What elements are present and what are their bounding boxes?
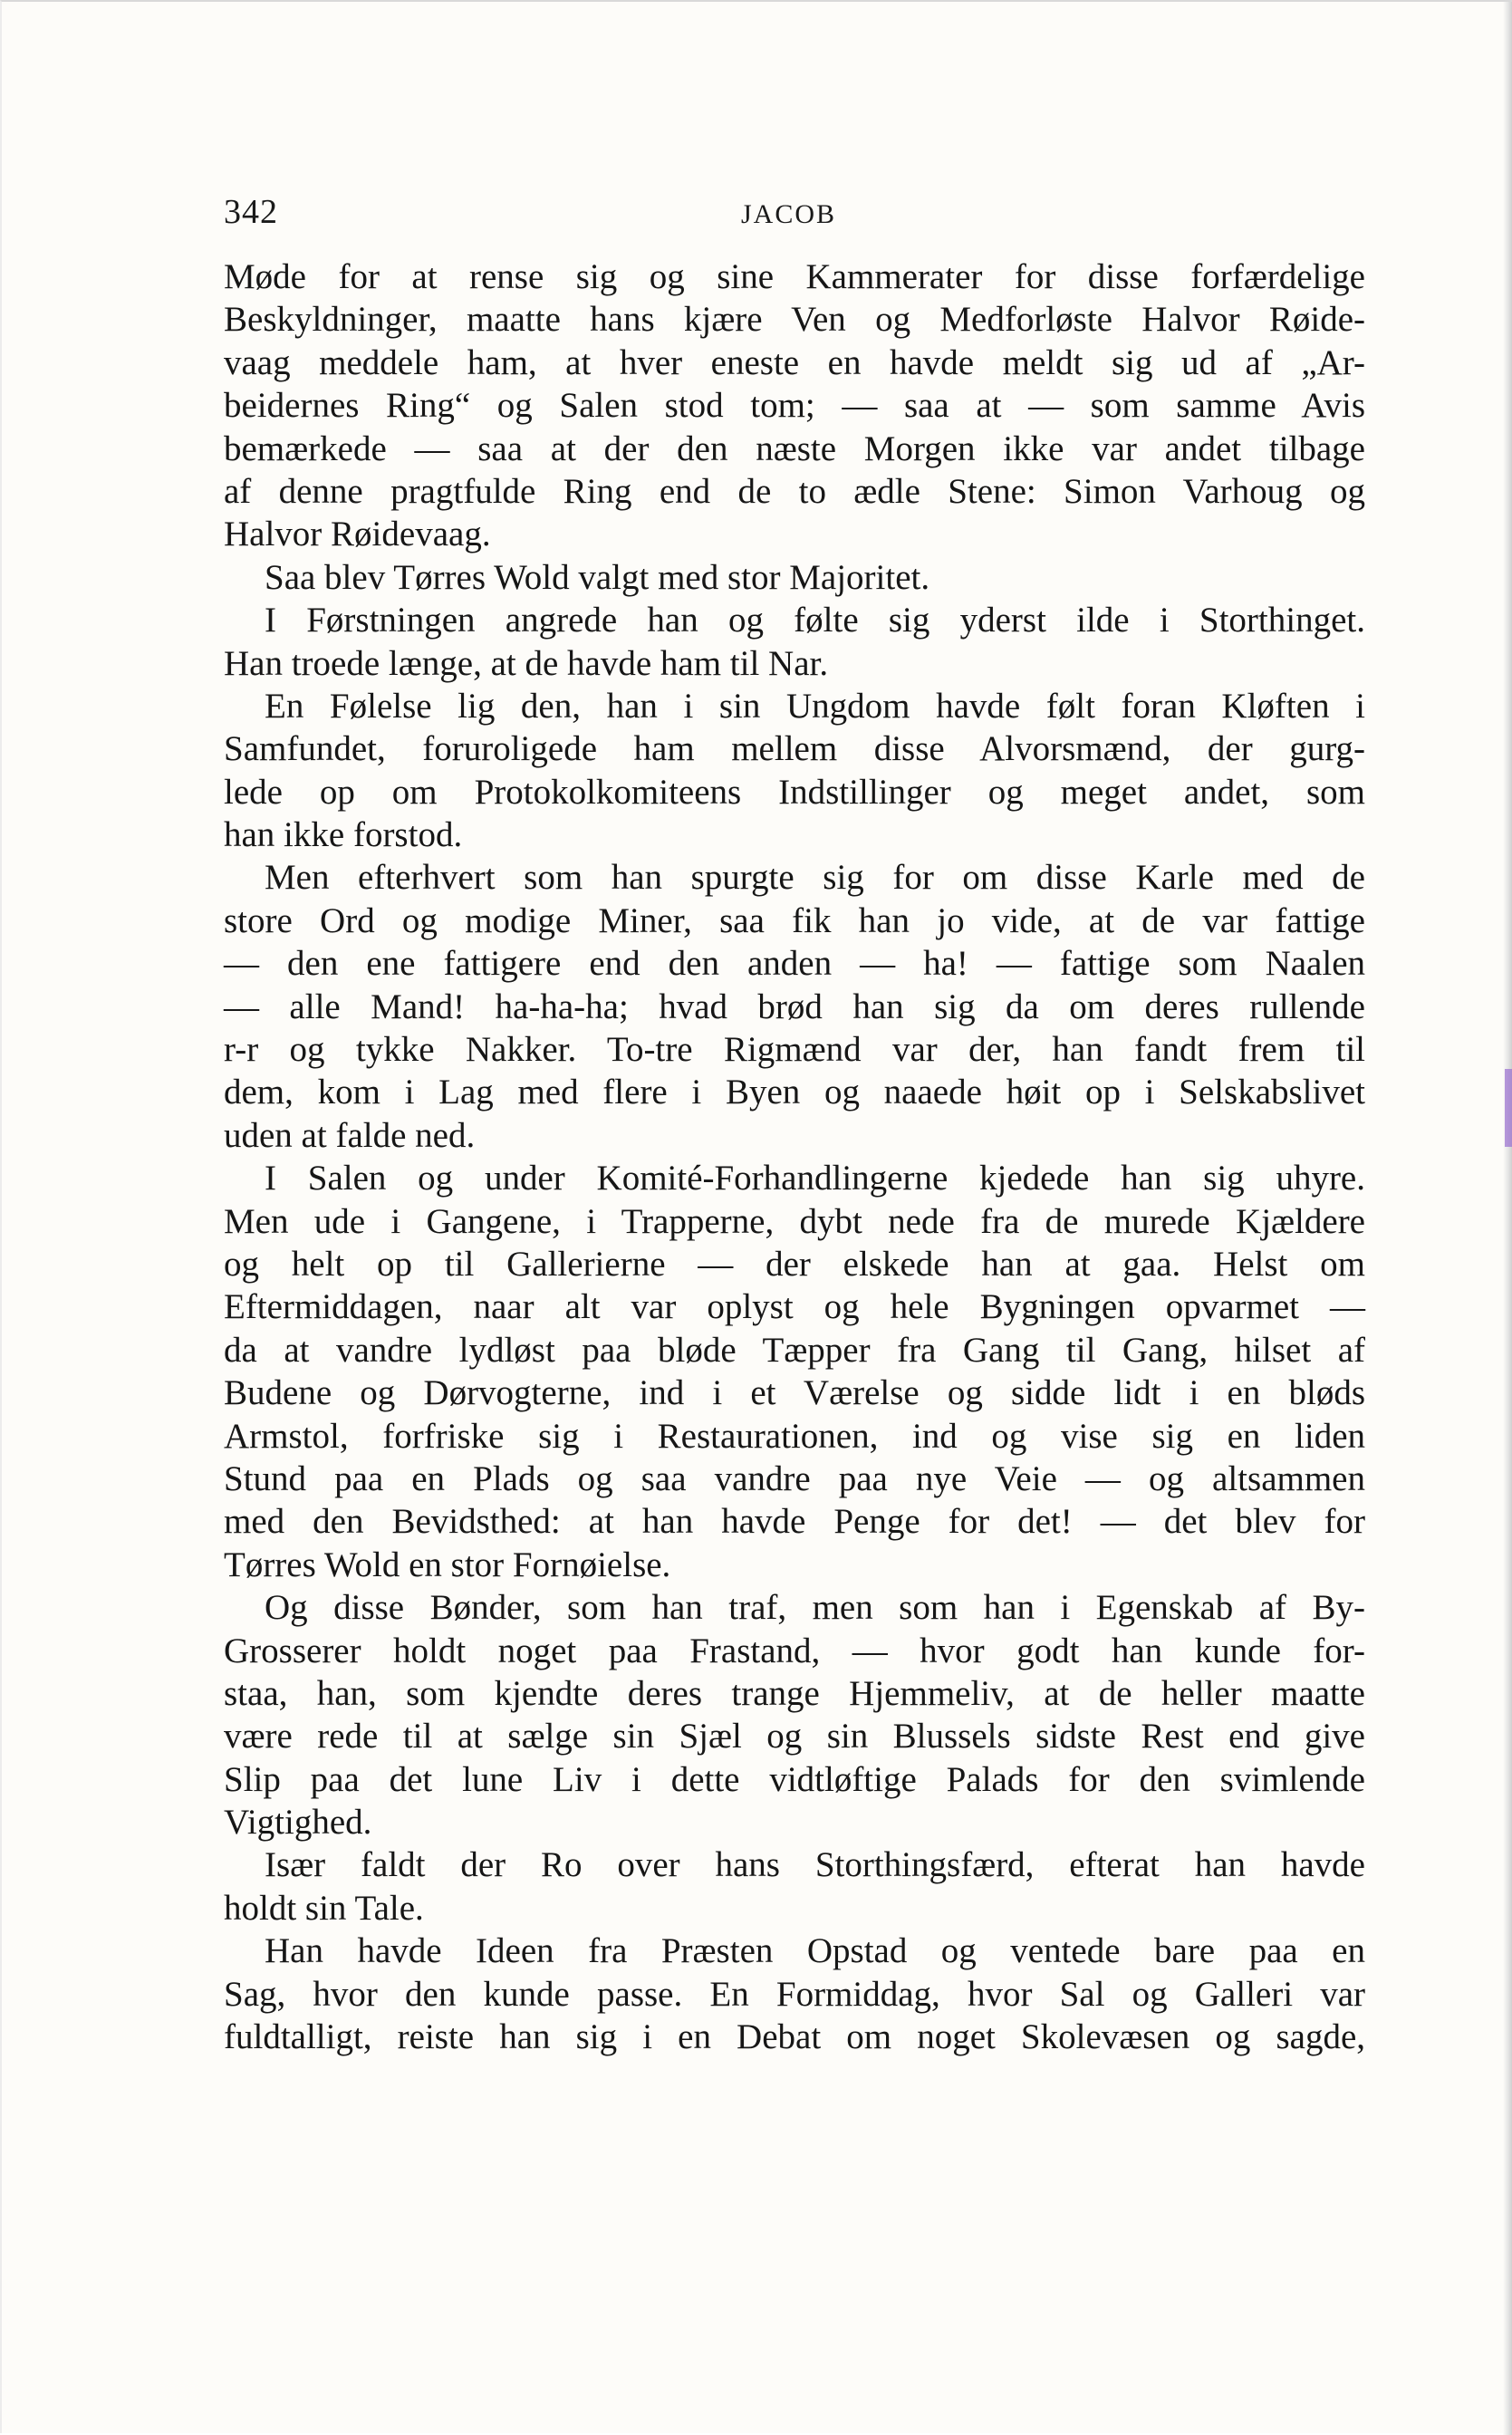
text-line: Især faldt der Ro over hans Storthingsfærd, efterat han havde [265,1845,1365,1885]
page-edge-shadow [1503,2,1512,2435]
text-line: staa, han, som kjendte deres trange Hjemmeliv, at de heller maatte [224,1673,1365,1713]
text-line: Tørres Wold en stor Fornøielse. [224,1545,671,1584]
text-line: Saa blev Tørres Wold valgt med stor Majoritet. [265,557,930,597]
text-line: I Førstningen angrede han og følte sig yderst ilde i Storthinget. [265,601,1365,640]
text-line: — den ene fattigere end den anden — ha! — fattige som Naalen [224,944,1365,984]
running-head: JACOB [741,199,837,229]
text-line: Han troede længe, at de havde ham til Nar. [224,643,829,683]
text-line: Samfundet, foruroligede ham mellem disse Alvorsmænd, der gurg- [224,729,1365,769]
text-line: af denne pragtfulde Ring end de to ædle Stene: Simon Varhoug og [224,471,1365,511]
text-line: — alle Mand! ha-ha-ha; hvad brød han sig da om deres rullende [224,987,1365,1026]
text-line: Stund paa en Plads og saa vandre paa nye Veie — og altsammen [224,1458,1365,1498]
text-line: Budene og Dørvogterne, ind i et Værelse og sidde lidt i en bløds [224,1373,1365,1413]
text-line: Eftermiddagen, naar alt var oplyst og hele Bygningen opvarmet — [224,1287,1365,1327]
text-line: r-r og tykke Nakker. To-tre Rigmænd var der, han fandt frem til [224,1030,1365,1070]
text-line: og helt op til Gallerierne — der elskede han at gaa. Helst om [224,1244,1365,1284]
text-line: vaag meddele ham, at hver eneste en havde meldt sig ud af „Ar- [224,342,1365,382]
text-line: han ikke forstod. [224,815,463,855]
page-edge-mark [1505,1069,1512,1147]
text-line: Grosserer holdt noget paa Frastand, — hvor godt han kunde for- [224,1631,1365,1670]
text-line: lede op om Protokolkomiteens Indstillinger og meget andet, som [224,772,1365,812]
text-line: Møde for at rense sig og sine Kammerater for disse forfærdelige [224,257,1365,296]
text-line: holdt sin Tale. [224,1888,424,1928]
text-line: fuldtalligt, reiste han sig i en Debat om noget Skolevæsen og sagde, [224,2017,1365,2057]
text-line: dem, kom i Lag med flere i Byen og naaede høit op i Selskabslivet [224,1073,1365,1112]
text-line: Han havde Ideen fra Præsten Opstad og ventede bare paa en [265,1931,1365,1971]
text-line: da at vandre lydløst paa bløde Tæpper fra Gang til Gang, hilset af [224,1330,1365,1370]
text-line: være rede til at sælge sin Sjæl og sin Blussels sidste Rest end give [224,1717,1365,1756]
text-line: Beskyldninger, maatte hans kjære Ven og Medforløste Halvor Røide- [224,300,1365,340]
text-line: Sag, hvor den kunde passe. En Formiddag, hvor Sal og Galleri var [224,1974,1365,2014]
text-line: En Følelse lig den, han i sin Ungdom havde følt foran Kløften i [265,686,1365,726]
page-number: 342 [224,193,278,231]
text-line: Halvor Røidevaag. [224,515,491,554]
text-line: uden at falde ned. [224,1115,476,1155]
text-line: I Salen og under Komité-Forhandlingerne kjedede han sig uhyre. [265,1159,1365,1198]
text-line: Slip paa det lune Liv i dette vidtløftige Palads for den svimlende [224,1759,1365,1799]
body-text [224,255,1365,2058]
text-line: med den Bevidsthed: at han havde Penge for det! — det blev for [224,1502,1365,1542]
text-line: Armstol, forfriske sig i Restaurationen, ind og vise sig en liden [224,1416,1365,1456]
text-line: beidernes Ring“ og Salen stod tom; — saa at — som samme Avis [224,386,1365,426]
text-line: Men efterhvert som han spurgte sig for om disse Karle med de [265,858,1365,898]
text-line: Og disse Bønder, som han traf, men som han i Egenskab af By- [265,1588,1365,1628]
text-line: Vigtighed. [224,1803,372,1843]
text-line: Men ude i Gangene, i Trapperne, dybt nede fra de murede Kjældere [224,1201,1365,1241]
page-header [224,192,1365,237]
text-line: bemærkede — saa at der den næste Morgen ikke var andet tilbage [224,428,1365,468]
text-line: store Ord og modige Miner, saa fik han jo vide, at de var fattige [224,900,1365,940]
